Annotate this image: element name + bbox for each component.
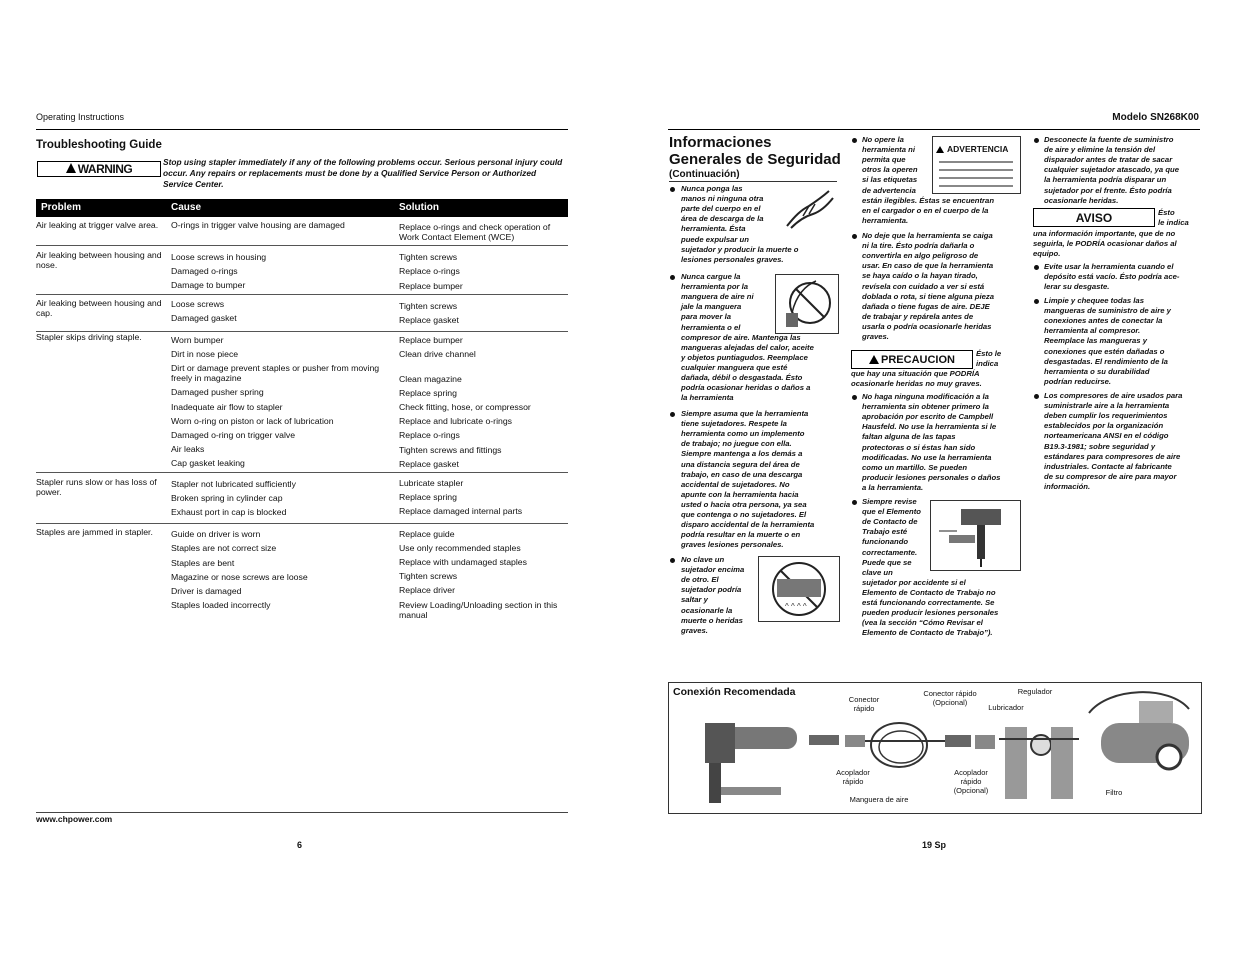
safety-text-line: de Contacto de <box>862 517 918 527</box>
safety-text-line: jale la manguera <box>681 302 742 312</box>
safety-text-line: una información importante, que de no <box>1033 229 1176 238</box>
bullet-icon <box>670 187 675 192</box>
safety-text-line: industriales. Contacte al fabricante <box>1044 461 1172 471</box>
solution-cell: Tighten screws <box>399 301 458 311</box>
safety-text-line: están ilegibles. Éstas se encuentran <box>862 195 995 205</box>
section-title-1: Informaciones <box>669 134 772 151</box>
safety-text-line: saltar y <box>681 595 708 605</box>
label-acoplador-rapido: Acoplador rápido <box>836 768 870 786</box>
cause-cell: Loose screws <box>171 299 225 309</box>
warning-triangle-icon <box>66 163 76 173</box>
safety-text-line: tiene sujetadores. Respete la <box>681 419 787 429</box>
hose-figure <box>775 274 839 334</box>
bullet-icon <box>670 275 675 280</box>
safety-text-line: deben cumplir los requerimientos <box>1044 411 1168 421</box>
bullet-icon <box>852 234 857 239</box>
row-divider <box>36 523 568 524</box>
bullet-icon <box>1034 394 1039 399</box>
row-divider <box>36 245 568 246</box>
connection-title: Conexión Recomendada <box>673 686 796 698</box>
cause-cell: Driver is damaged <box>171 586 242 596</box>
safety-text-line: disparo accidental de la herramienta <box>681 520 815 530</box>
header-right: Modelo SN268K00 <box>1112 112 1199 123</box>
safety-text-line: No opere la <box>862 135 904 144</box>
col-header-solution: Solution <box>399 202 439 213</box>
safety-text-line: se haya caído o la hayan tirado, <box>862 271 978 281</box>
safety-text-line: aprobación por escrito de Campbell <box>862 412 994 422</box>
safety-text-line: Hausfeld. No use la herramienta si le <box>862 422 997 432</box>
solution-cell: Replace damaged internal parts <box>399 506 523 516</box>
label-conector-rapido-opcional: Conector rápido (Opcional) <box>923 689 977 707</box>
safety-text-line: mangueras alejadas del calor, aceite <box>681 342 814 352</box>
safety-text-line: convertirla en algo peligroso de <box>862 251 979 261</box>
solution-cell: Clean drive channel <box>399 349 476 359</box>
solution-cell: Replace guide <box>399 529 455 539</box>
safety-text-line: dañada, débil o desgastada. Ésto <box>681 373 803 382</box>
safety-text-line: manguera de aire ni <box>681 292 754 302</box>
safety-text-line: podría resultar en la muerte o en <box>681 530 801 540</box>
connection-diagram <box>668 682 1202 814</box>
cause-cell: Damaged o-rings <box>171 266 238 276</box>
safety-text-line: área de descarga de la <box>681 214 764 224</box>
safety-text-line: a la herramienta. <box>862 482 924 492</box>
label-regulador: Regulador <box>1017 687 1053 696</box>
safety-text-line: pueden producir lesiones personales <box>862 608 999 618</box>
footer-url: www.chpower.com <box>36 814 113 824</box>
safety-text-line: ni la tire. Ésto podría dañarla o <box>862 241 975 251</box>
bullet-icon <box>1034 138 1039 143</box>
aviso-label: AVISO <box>1075 210 1113 225</box>
safety-text-line: No haga ninguna modificación a la <box>862 392 989 401</box>
safety-text-line: lesiones personales graves. <box>681 254 784 264</box>
safety-text-line: modificadas. No use la herramienta <box>862 452 992 462</box>
safety-text-line: mangueras de suministro de aire y <box>1044 306 1171 316</box>
footer-rule <box>36 812 568 813</box>
safety-text-line: sujetador por el frente. Ésto podría <box>1044 185 1172 195</box>
svg-text:^ ^ ^ ^: ^ ^ ^ ^ <box>785 602 807 611</box>
safety-text-line: permita que <box>862 155 906 165</box>
solution-cell: Replace o-rings <box>399 266 460 276</box>
cause-cell: Magazine or nose screws are loose <box>171 572 308 582</box>
problem-cell: Staples are jammed in stapler. <box>36 527 153 537</box>
page-number-left: 6 <box>297 840 303 850</box>
cause-cell: Guide on driver is worn <box>171 529 261 539</box>
safety-text-line: Los compresores de aire usados para <box>1044 391 1183 400</box>
safety-text-line: cualquier sujetador atascado, ya que <box>1044 165 1180 175</box>
label-acoplador-rapido-opcional: Acoplador rápido (Opcional) <box>953 768 989 795</box>
safety-text-line: Ésto <box>1158 208 1175 217</box>
cause-cell: Staples are bent <box>171 558 235 568</box>
safety-text-line: usted o hacia otra persona, ya sea <box>681 499 807 509</box>
cause-cell: Air leaks <box>171 444 205 454</box>
safety-text-line: herramienta como un implemento <box>681 429 805 439</box>
bullet-icon <box>852 138 857 143</box>
safety-text-line: sujetador encima <box>681 565 745 575</box>
warning-label: WARNING <box>77 162 133 176</box>
col-header-problem: Problem <box>41 202 82 213</box>
safety-text-line: usarla o podría ocasionarle heridas <box>862 321 992 331</box>
safety-text-line: funcionando <box>862 537 909 547</box>
safety-text-line: sujetador podría <box>681 585 742 595</box>
safety-text-line: correctamente. <box>862 547 918 557</box>
safety-text-line: norteamericana ANSI en el código <box>1044 431 1169 441</box>
safety-text-line: puede expulsar un <box>681 234 749 244</box>
cause-cell: Inadequate air flow to stapler <box>171 402 283 412</box>
safety-text-line: compresor de aire. Mantenga las <box>681 332 801 342</box>
safety-text-line: Ésto le <box>976 349 1002 358</box>
cause-cell: O-rings in trigger valve housing are damaged <box>171 220 345 230</box>
safety-text-line: sujetador y producir la muerte o <box>681 244 799 254</box>
safety-text-line: para mover la <box>681 312 731 322</box>
safety-text-line: Puede que se <box>862 557 912 567</box>
safety-text-line: como un martillo. Se pueden <box>862 462 968 472</box>
safety-text-line: graves. <box>862 332 889 341</box>
safety-text-line: que el Elemento <box>862 507 921 517</box>
cause-cell: Worn bumper <box>171 335 224 345</box>
safety-text-line: Desconecte la fuente de suministro <box>1044 135 1174 144</box>
safety-text-line: ocasionarle la <box>681 605 733 615</box>
aviso-sign <box>1033 208 1155 227</box>
header-rule <box>36 129 568 130</box>
cause-cell: Worn o-ring on piston or lack of lubrication <box>171 416 334 426</box>
page-title: Troubleshooting Guide <box>36 139 162 151</box>
safety-text-line: Limpie y chequee todas las <box>1044 296 1144 305</box>
safety-text-line: Siempre revise <box>862 497 917 506</box>
bullet-icon <box>670 558 675 563</box>
solution-cell: Replace with undamaged staples <box>399 557 527 567</box>
solution-cell: Clean magazine <box>399 374 462 384</box>
label-conector-rapido: Conector rápido <box>848 695 880 713</box>
section-subtitle: (Continuación) <box>669 169 740 180</box>
safety-text-line: protectoras o si éstas han sido <box>862 442 976 452</box>
safety-text-line: podría ocasionar heridas o daños a <box>681 383 811 393</box>
cause-cell: Damage to bumper <box>171 280 246 290</box>
cause-cell: Exhaust port in cap is blocked <box>171 507 287 517</box>
safety-text-line: lerar su desgaste. <box>1044 282 1110 292</box>
safety-text-line: suministrarle aire a la herramienta <box>1044 401 1170 411</box>
section-title-2: Generales de Seguridad <box>669 151 841 168</box>
wce-figure <box>930 500 1021 571</box>
precaucion-sign <box>851 350 973 369</box>
safety-text-line: producir lesiones personales o daños <box>862 472 1001 482</box>
subtitle-rule <box>669 181 837 182</box>
safety-text-line: usar. En caso de que la herramienta <box>862 261 994 271</box>
safety-text-line: herramienta por la <box>681 282 749 292</box>
safety-text-line: y objetos puntiagudos. Reemplace <box>681 352 808 362</box>
row-divider <box>36 331 568 332</box>
solution-cell: Tighten screws and fittings <box>399 445 502 455</box>
safety-text-line: clave un <box>862 567 893 577</box>
safety-text-line: depósito está vacío. Ésto podría ace- <box>1044 272 1180 282</box>
solution-cell: Replace o-rings and check operation of Work Contact Element (WCE) <box>399 222 551 242</box>
solution-cell: Check fitting, hose, or compressor <box>399 402 531 412</box>
solution-cell: Replace gasket <box>399 315 459 325</box>
safety-text-line: información. <box>1044 481 1091 491</box>
safety-text-line: conexiones que estén dañadas o <box>1044 346 1165 356</box>
solution-cell: Replace gasket <box>399 459 459 469</box>
safety-text-line: Siempre asuma que la herramienta <box>681 409 809 418</box>
problem-cell: Air leaking between housing and nose. <box>36 250 162 270</box>
cause-cell: Broken spring in cylinder cap <box>171 493 283 503</box>
safety-text-line: una distancia segura del área de <box>681 459 800 469</box>
safety-text-line: de aire y elimine la tensión del <box>1044 145 1156 155</box>
cause-cell: Damaged o-ring on trigger valve <box>171 430 296 440</box>
solution-cell: Use only recommended staples <box>399 543 521 553</box>
bullet-icon <box>1034 265 1039 270</box>
problem-cell: Air leaking at trigger valve area. <box>36 220 159 230</box>
safety-text-line: graves lesiones personales. <box>681 540 784 550</box>
solution-cell: Replace bumper <box>399 281 463 291</box>
safety-text-line: Trabajo esté <box>862 527 908 537</box>
safety-text-line: Elemento de Contacto de Trabajo”). <box>862 628 993 638</box>
safety-text-line: de su compresor de aire para mayor <box>1044 471 1177 481</box>
problem-cell: Air leaking between housing and cap. <box>36 298 162 318</box>
safety-text-line: No deje que la herramienta se caiga <box>862 231 993 240</box>
safety-text-line: trabajo, en caso de una descarga <box>681 469 803 479</box>
safety-text-line: conexiones antes de conectar la <box>1044 316 1163 326</box>
safety-text-line: doblada o rota, si tiene alguna pieza <box>862 291 994 301</box>
page-number-right: 19 Sp <box>922 840 947 850</box>
safety-text-line: indica <box>976 359 999 369</box>
warning-triangle-icon <box>869 355 879 364</box>
safety-text-line: la herramienta podría disparar un <box>1044 175 1167 185</box>
warning-triangle-icon <box>936 146 944 153</box>
solution-cell: Replace o-rings <box>399 430 460 440</box>
safety-text-line: está funcionando correctamente. Se <box>862 598 995 607</box>
safety-text-line: muerte o heridas <box>681 615 743 625</box>
solution-cell: Replace and lubricate o-rings <box>399 416 513 426</box>
safety-text-line: equipo. <box>1033 249 1061 259</box>
safety-text-line: de trabajar y repárela antes de <box>862 311 974 321</box>
safety-text-line: podrían reducirse. <box>1044 376 1112 386</box>
solution-cell: Lubricate stapler <box>399 478 464 488</box>
problem-cell: Stapler skips driving staple. <box>36 332 142 342</box>
bullet-icon <box>852 395 857 400</box>
safety-text-line: ocasionarle heridas no muy graves. <box>851 379 982 389</box>
safety-text-line: (vea la sección “Cómo Revisar el <box>862 618 983 628</box>
solution-cell: Replace bumper <box>399 335 463 345</box>
safety-text-line: otros la operen <box>862 165 918 175</box>
problem-cell: Stapler runs slow or has loss of power. <box>36 477 157 497</box>
safety-text-line: Reemplace las mangueras y <box>1044 336 1147 346</box>
safety-text-line: le indica <box>1158 218 1189 227</box>
warning-box <box>37 161 161 177</box>
safety-text-line: de advertencia <box>862 185 916 195</box>
solution-cell: Review Loading/Unloading section in this manual <box>399 600 558 620</box>
safety-text-line: herramienta. <box>862 215 909 225</box>
safety-text-line: herramienta. Ésta <box>681 224 746 234</box>
bullet-icon <box>1034 299 1039 304</box>
safety-text-line: parte del cuerpo en el <box>681 204 761 214</box>
row-divider <box>36 294 568 295</box>
safety-text-line: de otro. El <box>681 575 719 585</box>
cause-cell: Stapler not lubricated sufficiently <box>171 479 296 489</box>
table-header <box>36 199 568 217</box>
cause-cell: Dirt in nose piece <box>171 349 239 359</box>
safety-text-line: No clave un <box>681 555 725 564</box>
cause-cell: Damaged gasket <box>171 313 237 323</box>
safety-text-line: accidental de sujetadores. No <box>681 479 790 489</box>
header-left: Operating Instructions <box>36 112 125 122</box>
safety-text-line: si las etiquetas <box>862 175 918 185</box>
advertencia-label-figure <box>932 136 1021 194</box>
safety-text-line: Siempre mantenga a los demás a <box>681 449 803 459</box>
safety-text-line: seguirla, le PODRÍA ocasionar daños al <box>1033 239 1177 249</box>
safety-text-line: faltan alguna de las tapas <box>862 432 956 442</box>
safety-text-line: disparador antes de tratar de sacar <box>1044 155 1173 165</box>
cause-cell: Staples are not correct size <box>171 543 277 553</box>
safety-text-line: herramienta sin obtener primero la <box>862 402 989 412</box>
safety-text-line: en el cargador o en el cuerpo de la <box>862 205 989 215</box>
solution-cell: Tighten screws <box>399 252 458 262</box>
safety-text-line: Elemento de Contacto de Trabajo no <box>862 587 996 597</box>
safety-text-line: herramienta o su durabilidad <box>1044 366 1150 376</box>
safety-text-line: Nunca cargue la <box>681 272 741 281</box>
safety-text-line: desgastadas. El rendimiento de la <box>1044 356 1168 366</box>
safety-text-line: revísela con cuidado a ver si está <box>862 281 985 291</box>
row-divider <box>36 472 568 473</box>
header-rule-right <box>668 129 1200 130</box>
safety-text-line: Nunca ponga las <box>681 184 743 193</box>
solution-cell: Replace spring <box>399 492 457 502</box>
safety-text-line: herramienta al compresor. <box>1044 326 1141 336</box>
fastener-figure <box>758 556 840 622</box>
cause-cell: Loose screws in housing <box>171 252 267 262</box>
cause-cell: Dirt or damage prevent staples or pusher from moving freely in magazine <box>171 363 380 383</box>
safety-text-line: sujetador por accidente si el <box>862 577 966 587</box>
safety-text-line: manos ni ninguna otra <box>681 194 764 204</box>
safety-text-line: ocasionarle heridas. <box>1044 195 1119 205</box>
solution-cell: Replace spring <box>399 388 457 398</box>
safety-text-line: que hay una situación que PODRÍA <box>851 369 980 378</box>
safety-text-line: la herramienta <box>681 393 734 403</box>
col-header-cause: Cause <box>171 202 202 213</box>
hand-figure <box>779 186 837 232</box>
safety-text-line: de trabajo; no juegue con ella. <box>681 439 792 449</box>
safety-text-line: establecidos por la organización <box>1044 421 1164 431</box>
safety-text-line: dañada o tiene fugas de aire. DEJE <box>862 301 990 311</box>
safety-text-line: Evite usar la herramienta cuando el <box>1044 262 1174 271</box>
safety-text-line: cualquier manguera que esté <box>681 362 788 372</box>
advertencia-label: ADVERTENCIA <box>947 144 1009 154</box>
solution-cell: Tighten screws <box>399 571 458 581</box>
precaucion-label: PRECAUCION <box>881 353 955 366</box>
safety-text-line: que contenga o no sujetadores. El <box>681 510 807 519</box>
safety-text-line: estándares para compresores de aire <box>1044 451 1181 461</box>
safety-text-line: apunte con la herramienta hacia <box>681 489 799 499</box>
bullet-icon <box>670 412 675 417</box>
label-lubricador: Lubricador <box>988 703 1024 712</box>
safety-text-line: herramienta ni <box>862 145 915 155</box>
bullet-icon <box>852 500 857 505</box>
warning-text: Stop using stapler immediately if any of the following problems occur. Serious personal injury could occur. Any repairs or replacements must be done by a Qualified Service Person or Authorized Service Center. <box>163 157 563 189</box>
cause-cell: Damaged pusher spring <box>171 387 264 397</box>
cause-cell: Staples loaded incorrectly <box>171 600 271 610</box>
label-filtro: Filtro <box>1105 788 1123 797</box>
solution-cell: Replace driver <box>399 585 456 595</box>
safety-text-line: graves. <box>681 625 708 635</box>
safety-text-line: herramienta o el <box>681 322 741 332</box>
cause-cell: Cap gasket leaking <box>171 458 245 468</box>
label-manguera: Manguera de aire <box>849 795 909 804</box>
safety-text-line: B19.3-1981; sobre seguridad y <box>1044 441 1156 451</box>
